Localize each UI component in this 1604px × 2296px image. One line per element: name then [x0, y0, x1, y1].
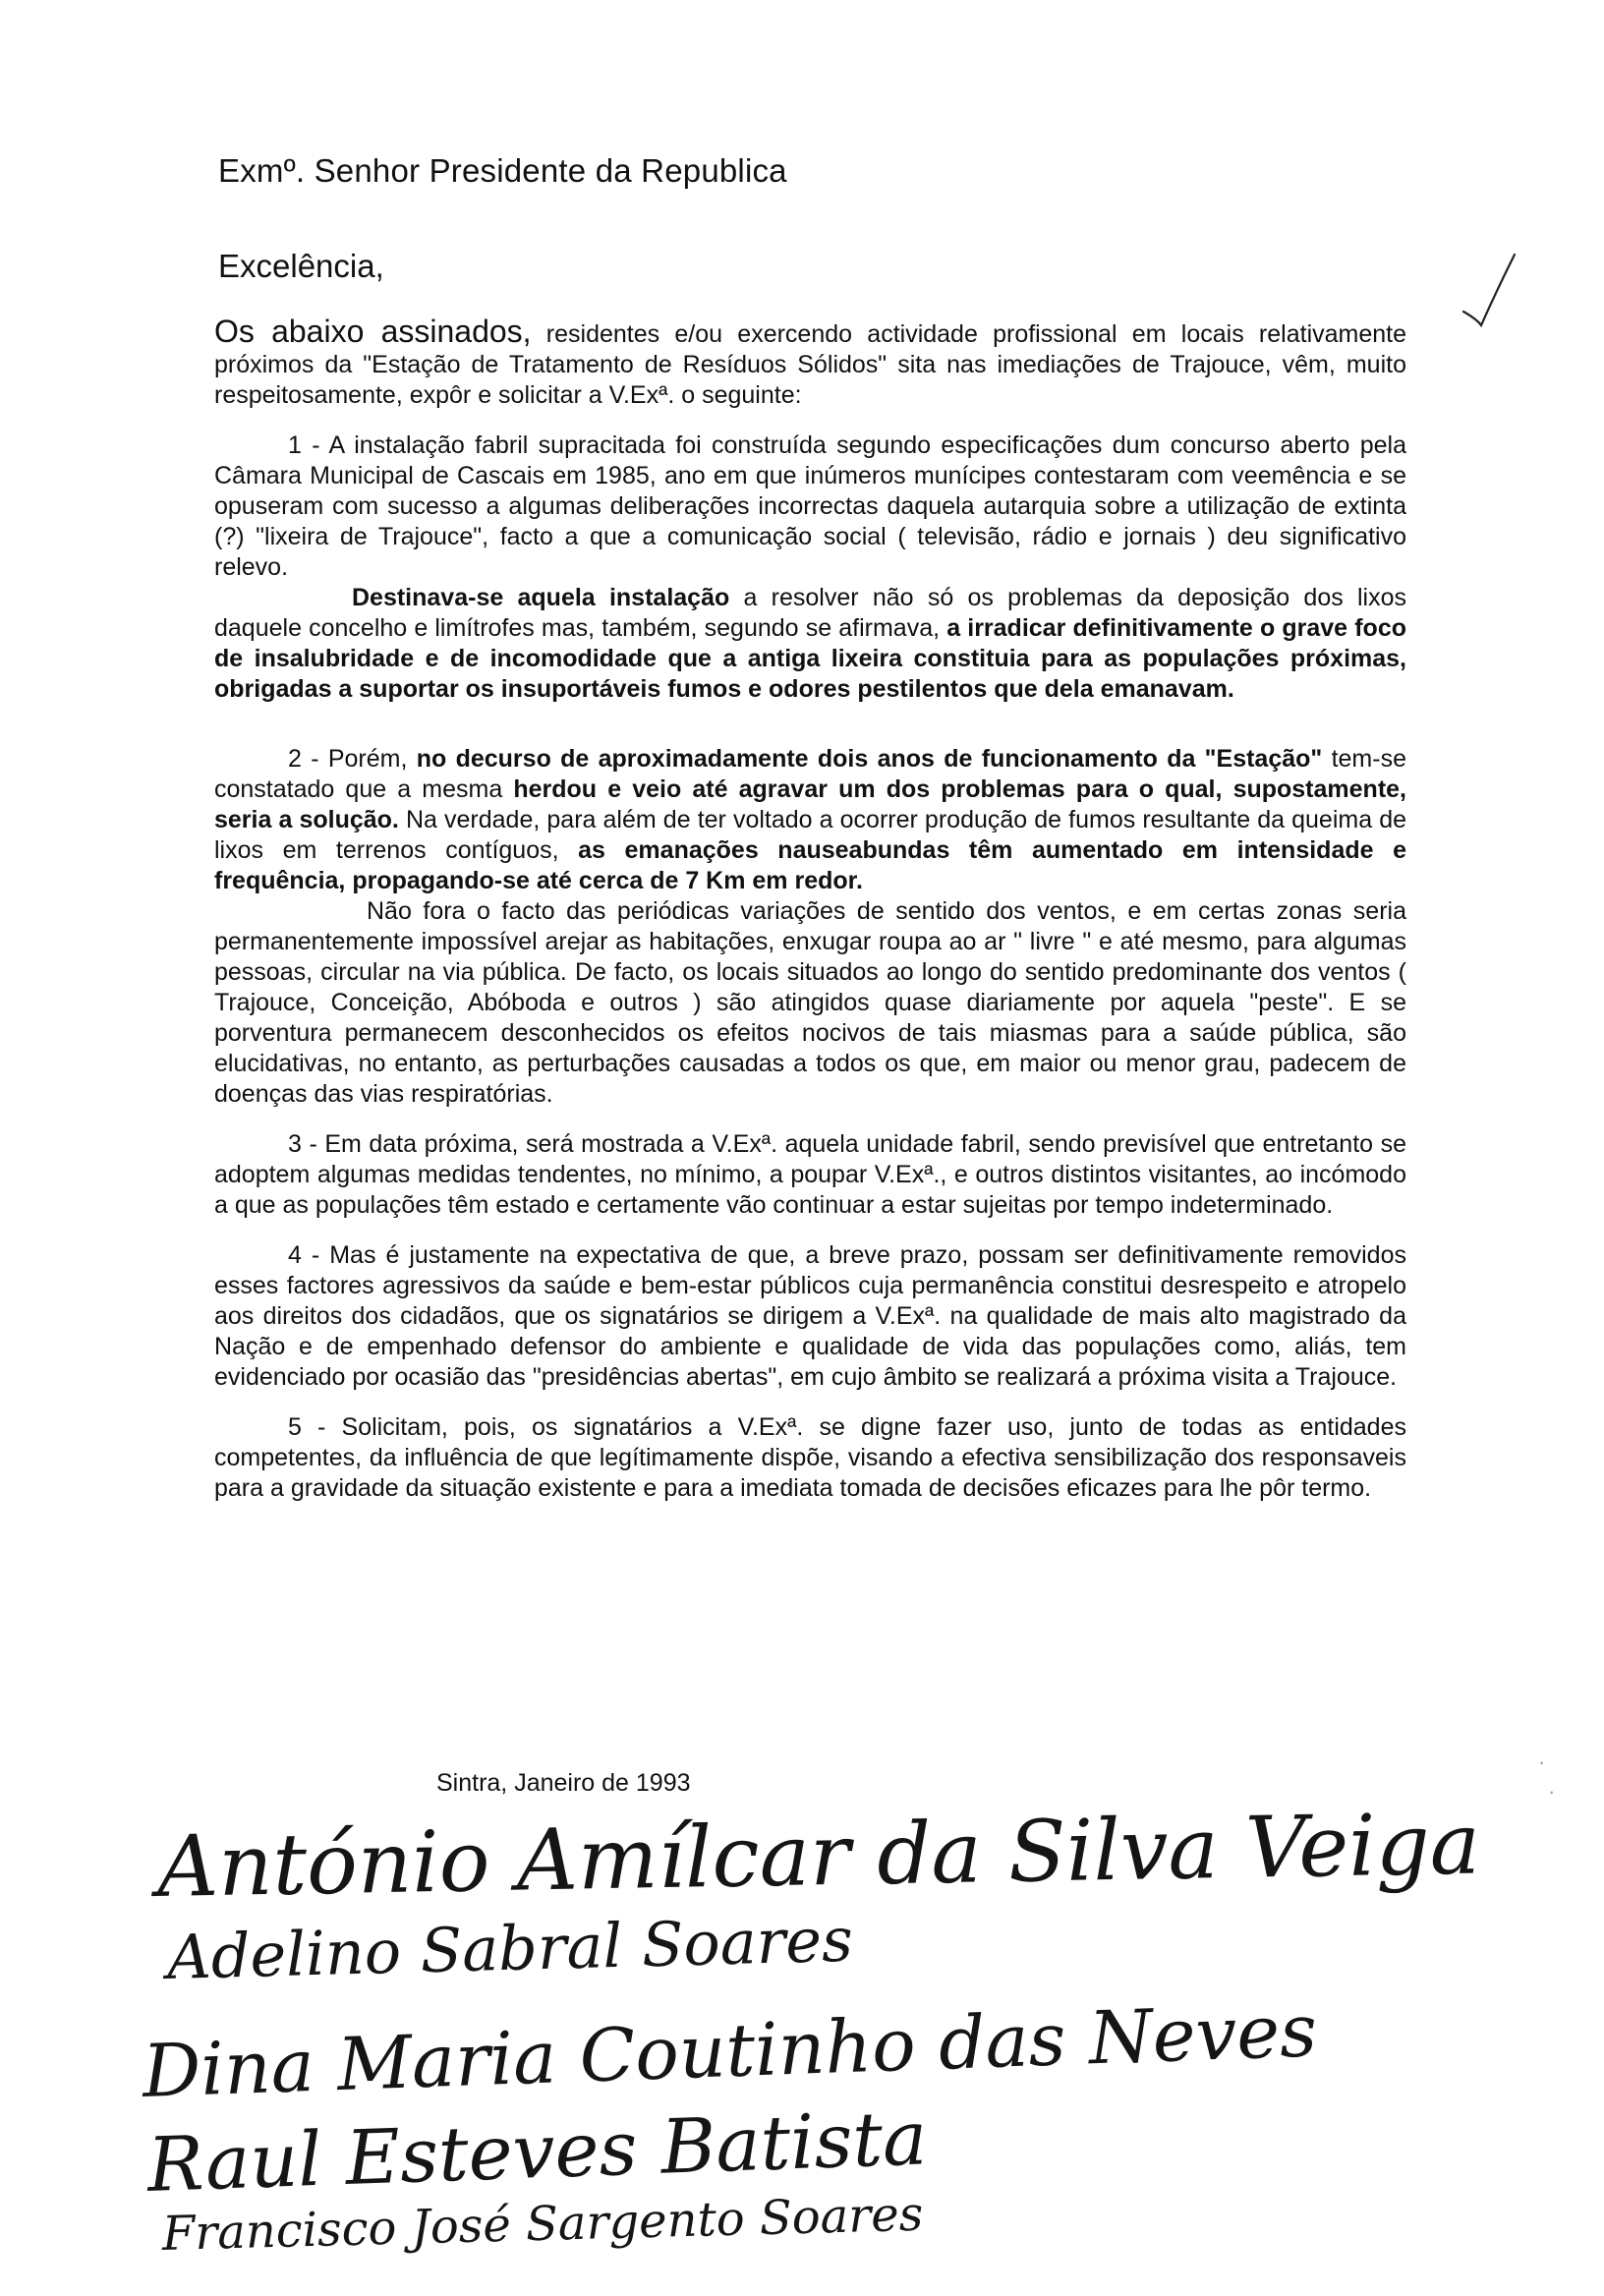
intro-paragraph [214, 316, 1406, 411]
paragraph-1b [214, 583, 1406, 705]
paragraph-5: 5 - Solicitam, pois, os signatários a V.Exª. se digne fazer uso, junto de todas as entidades competentes, da influência de que legítimamente dispõe, visando a efectiva sensibilização dos responsaveis para a gravidade da situação existente e para a imediata tomada de decisões eficazes para lhe pôr termo. [214, 1413, 1406, 1502]
p1b-text-1: a resolver não só os problemas da deposição dos lixos daquele concelho e limítrofes mas, também, segundo se afirmava, [214, 584, 1406, 642]
p2-text-1: 2 - Porém, [288, 745, 417, 773]
signature-5: Francisco José Sargento Soares [161, 2186, 924, 2262]
paragraph-4: 4 - Mas é justamente na expectativa de que, a breve prazo, possam ser definitivamente removidos esses factores agressivos da saúde e bem-estar públicos cuja permanência constitui desrespeito e atropelo aos direitos dos cidadãos, que os signatários se dirigem a V.Exª. na qualidade de mais alto magistrado da Nação e de empenhado defensor do ambiente e qualidade de vida das populações como, aliás, tem evidenciado por ocasião das "presidências abertas", em cujo âmbito se realizará a próxima visita a Trajouce. [214, 1241, 1406, 1391]
check-mark-icon [1460, 251, 1518, 329]
paragraph-1: 1 - A instalação fabril supracitada foi construída segundo especificações dum concurso aberto pela Câmara Municipal de Cascais em 1985, ano em que inúmeros munícipes contestaram com veemência e se opuseram com sucesso a algumas deliberações incorrectas daquela autarquia sobre a utilização de extinta (?) "lixeira de Trajouce", facto a que a comunicação social ( televisão, rádio e jornais ) deu significativo relevo. [214, 431, 1406, 581]
p2-text-3: Na verdade, para além de ter voltado a ocorrer produção de fumos resultante da queima de lixos em terrenos contíguos, [214, 806, 1406, 864]
signature-3: Dina Maria Coutinho das Neves [141, 1988, 1319, 2114]
paragraph-2 [214, 744, 1406, 896]
p1b-bold-2: a irradicar definitivamente o grave foco de insalubridade e de incomodidade que a antiga lixeira constituia para as populações próximas, obrigadas a suportar os insuportáveis fumos e odores pestilentos que dela emanavam. [214, 614, 1407, 703]
signature-2: Adelino Sabral Soares [166, 1903, 854, 1993]
p2-bold-1: no decurso de aproximadamente dois anos de funcionamento da "Estação" [416, 745, 1323, 773]
signature-4: Raul Esteves Batista [145, 2094, 929, 2209]
paragraph-2b: Não fora o facto das periódicas variações de sentido dos ventos, e em certas zonas seria permanentemente impossível arejar as habitações, enxugar roupa ao ar " livre " e até mesmo, para algumas pessoas, circular na via pública. De facto, os locais situados ao longo do sentido predominante dos ventos ( Trajouce, Conceição, Abóboda e outros ) são atingidos quase diariamente por aquela "peste". E se porventura permanecem desconhecidos os efeitos nocivos de tais miasmas para a saúde pública, são elucidativas, no entanto, as perturbações causadas a todos os que, em maior ou menor grau, padecem de doenças das vias respiratórias. [214, 897, 1406, 1108]
intro-lead: Os abaixo assinados, [214, 314, 532, 349]
letter-body [214, 316, 1406, 1504]
salutation: Exmº. Senhor Presidente da Republica [218, 152, 787, 189]
greeting: Excelência, [218, 248, 384, 284]
intro-text: residentes e/ou exercendo actividade profissional em locais relativamente próximos da "Estação de Tratamento de Resíduos Sólidos" sita nas imediações de Trajouce, vêm, muito respeitosamente, expôr e solicitar a V.Exª. o seguinte: [214, 320, 1407, 409]
paragraph-3: 3 - Em data próxima, será mostrada a V.Exª. aquela unidade fabril, sendo previsível que entretanto se adoptem algumas medidas tendentes, no mínimo, a poupar V.Exª., e outros distintos visitantes, ao incómodo a que as populações têm estado e certamente vão continuar a estar sujeitas por tempo indeterminado. [214, 1130, 1406, 1219]
signature-1: António Amílcar da Silva Veiga [156, 1795, 1481, 1917]
p2-bold-3: as emanações nauseabundas têm aumentado em intensidade e frequência, propagando-se até cerca de 7 Km em redor. [214, 836, 1407, 894]
p1b-bold-1: Destinava-se aquela instalação [352, 584, 730, 611]
scan-speck: · [1538, 1750, 1546, 1774]
p2-bold-2: herdou e veio até agravar um dos problemas para o qual, supostamente, seria a solução. [214, 775, 1406, 833]
p2-text-2: tem-se constatado que a mesma [214, 745, 1406, 803]
scan-speck: · [1548, 1779, 1556, 1804]
date-line: Sintra, Janeiro de 1993 [436, 1769, 691, 1797]
